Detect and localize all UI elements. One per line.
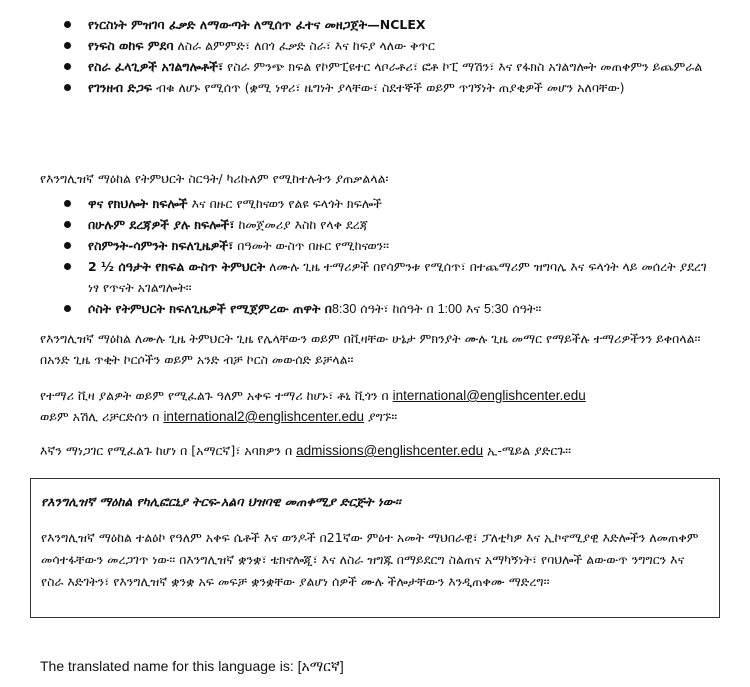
item-text: ለስራ ልምምድ፣ ለበጎ ፈቃድ ስራ፣ እና ከፍያ ላለው ቅጥር [173,38,435,53]
item-text: የስራ ምንጭ ክፍል የኮምፒዩተር ላቦራቶሪ፣ ፎቶ ኮፒ ማሽን፣ እና የፋክስ አገልግሎት መጠቀምን ይጨምራል [223,59,703,74]
footer-label: The translated name for this language is: [40,658,298,674]
contact-paragraph [40,385,720,427]
contact-text: የተማሪ ቪዛ ያልዎት ወይም የሚፈልጉ ዓለም አቀፍ ተማሪ ከሆኑ፣ ቶኒ ቪጎን በ [40,388,393,403]
fulltime-paragraph: የእንግሊዝኛ ማዕከል ለሙሉ ጊዜ ትምህርት ጊዜ የሌላቸውን ወይም በቪዛቸው ሁኔታ ምክንያት ሙሉ ጊዜ መማር የማይችሉ ተማሪዎችንን ይቀበላል፡፡ በአንድ ጊዜ ጥቂት ኮርሶችን ወይም አንድ ብቻ ኮርስ መውሰድ ይቻላል፡፡ [40,331,701,367]
services-list [60,14,720,98]
footer-language-note [40,656,344,676]
item-title: የስራ ፈላጊዎች አገልግሎቶች፣ [88,59,224,74]
item-text: ለሙሉ ጊዜ ተማሪዎች በየሳምንቱ የሚሰጥ፣ በተጨማሪም ዝግባሌ እና ፍላጎት ላይ መሰረት ያደረገ ነፃ የጥናት አገልግሎት፡፡ [88,259,707,295]
item-text: በዓመት ውስጥ በዙር የሚከናወን፡፡ [233,238,390,253]
time-morning: 8:30 [331,302,357,316]
list-item [60,77,720,98]
item-text: ከመጀመሪያ እስከ የላቀ ደረጃ [234,217,369,232]
mission-heading: የእንግሊዝኛ ማዕከል የካሊፎርኒያ ትርፍ-አልባ ህዝባዊ መጠቀሚያ ድርጅት ነው፡፡ [41,494,401,509]
list-item [60,214,720,235]
item-title: የገንዘብ ድጋፍ [88,80,153,95]
email-link-international[interactable]: international@englishcenter.edu [392,388,586,403]
list-item [60,256,720,298]
list-item [60,14,720,35]
item-title: 2 ½ ሰዓታት የክፍል ውስጥ ትምህርት [88,259,266,274]
item-title: በሁሉም ደረጃዎች ያሉ ክፍሎች፣ [88,217,235,232]
mission-box [30,478,720,618]
list-item [60,35,720,56]
speak-text: ኢ-ሜይል ያድርጉ፡፡ [483,443,572,458]
item-text: እና በዙር የሚከናወን የልዩ ፍላጎት ክፍሎች [187,196,383,211]
program-list [60,193,720,320]
item-title: ሶስት የትምህርት ክፍለጊዜዎች የሚጀምረው ጠዋት በ [88,301,332,316]
footer-value: [አማርኛ] [297,658,344,674]
item-text: ብቁ ለሆኑ የሚሰጥ (ቋሚ ነዋሪ፣ ዜግነት ያላቸው፣ ስደተኞች ወይም ጥገኝነት ጠያቂዎች መሆን አለባቸው) [152,80,625,95]
speak-paragraph [40,440,720,461]
time-evening: 5:30 [484,302,509,316]
item-text: እና [462,301,485,316]
program-intro: የእንግሊዝኛ ማዕከል የትምህርት ስርዓት/ ካሪኩለም የሚከተሉትን ያጠቃልላል፡ [40,171,389,186]
email-link-admissions[interactable]: admissions@englishcenter.edu [296,443,484,458]
mission-body: የእንግሊዝኛ ማዕከል ተልዕኮ የዓለም አቀፍ ሴቶች እና ወንዶች በ21ኛው ምዕተ አመት ማህበራዊ፣ ፓለቲካዎ እና ኢኮኖሚያዊ እድሎችን ለመጠቀም መሳተፋቸውን መረጋገጥ ነው፡፡ በእንግሊዝኛ ቋንቋ፣ ቴክኖሎጂ፣ እና ለስራ ዝግጁ በማይደርግ ስልጠና አማካኝነት፣ የባህሎች ልውውጥ ንግግርን እና የስራ እድገትን፣ የእንግሊዝኛ ቋንቋ አፍ መፍቻ ቋንቋቸው ያልሆነ ሰዎች ሙሉ ችሎታቸውን እንዲጠቀሙ ማድረግ፡፡ [41,530,699,589]
contact-text: ወይም አሽሊ ሪቻርድሰን በ [40,409,164,424]
item-title: ዋና የክህሎት ክፍሎች [88,196,188,211]
time-afternoon: 1:00 [437,302,463,316]
list-item [60,298,720,320]
list-item [60,56,720,77]
item-title: የነርስነት ምዝገባ ፈቃድ ለማውጣት ለሚሰጥ ፈተና መዘጋጀት—NCLEX [88,17,426,32]
item-text: ሰዓት፣ ከሰዓት በ [356,301,438,316]
email-link-international2[interactable]: international2@englishcenter.edu [163,409,365,424]
item-title: የነፍስ ወከፍ ምደባ [88,38,174,53]
list-item [60,235,720,256]
item-text: ሰዓት፡፡ [508,301,542,316]
item-title: የስምንት-ሳምንት ክፍለጊዜዎች፣ [88,238,234,253]
contact-text: ያግኙ፡፡ [364,409,398,424]
list-item [60,193,720,214]
speak-text: እኛን ማነጋገር የሚፈልጉ ከሆነ በ [አማርኛ]፣ አባክዎን በ [40,443,297,458]
